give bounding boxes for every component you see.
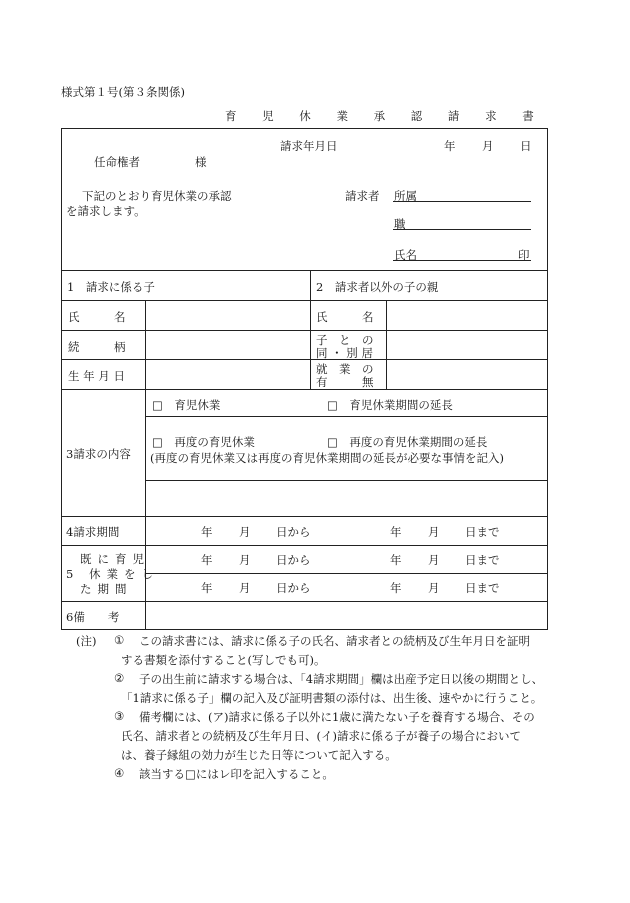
date-year: 年 — [444, 139, 456, 153]
past-1-from-year: 年 — [201, 553, 213, 567]
note-1-mark: ① — [114, 633, 125, 647]
form-number-label: 様式第１号(第３条関係) — [61, 85, 185, 99]
parent-name-label: 氏 名 — [316, 310, 374, 324]
note-3-line-c: は、養子縁組の効力が生じた日等について記入する。 — [121, 748, 397, 762]
requester-label: 請求者 — [345, 189, 380, 203]
employment-label-1: 就 業 の — [316, 362, 374, 376]
section-1-heading: 1 請求に係る子 — [67, 280, 155, 294]
note-2-line-b: 「1請求に係る子」欄の記入及び証明書類の添付は、出生後、速やかに行うこと。 — [121, 691, 543, 705]
past-leave-label-2: 5 休業をし — [66, 567, 159, 581]
period-to-day: 日まで — [465, 525, 500, 539]
note-1-line-b: する書類を添付すること(写しでも可)。 — [121, 653, 326, 667]
divider — [61, 300, 548, 301]
option-childcare-leave[interactable]: □ 育児休業 — [152, 398, 221, 412]
note-3-line-b: 氏名、請求者との続柄及び生年月日、(イ)請求に係る子が養子の場合において — [121, 729, 521, 743]
period-to-year: 年 — [390, 525, 402, 539]
note-4-line-a: 該当する□にはレ印を記入すること。 — [139, 767, 334, 781]
name-underline — [393, 260, 531, 261]
note-3-mark: ③ — [114, 709, 125, 723]
affiliation-underline — [393, 201, 531, 202]
past-2-from-year: 年 — [201, 581, 213, 595]
divider — [61, 270, 548, 271]
period-to-month: 月 — [428, 525, 440, 539]
seal-label: 印 — [518, 248, 530, 262]
divider — [145, 480, 548, 481]
request-text-line2: を請求します。 — [66, 204, 146, 218]
remarks-label: 6備 考 — [66, 610, 120, 624]
date-month: 月 — [482, 139, 494, 153]
notes-prefix: (注) — [76, 634, 97, 648]
repeat-reason-note: (再度の育児休業又は再度の育児休業期間の延長が必要な事情を記入) — [150, 451, 504, 465]
divider — [61, 516, 548, 517]
past-2-to-year: 年 — [390, 581, 402, 595]
period-from-year: 年 — [201, 525, 213, 539]
appointer-label: 任命権者 — [94, 155, 140, 169]
child-relation-label: 続 柄 — [68, 340, 126, 354]
option-repeat-extension[interactable]: □ 再度の育児休業期間の延長 — [327, 435, 488, 449]
divider — [61, 601, 548, 602]
child-birth-label: 生 年 月 日 — [68, 369, 125, 383]
divider — [310, 270, 311, 389]
past-1-from-month: 月 — [239, 553, 251, 567]
form-title: 育 児 休 業 承 認 請 求 書 — [225, 109, 545, 123]
past-leave-label-1: 既に育児 — [80, 552, 150, 566]
request-period-label: 4請求期間 — [66, 525, 120, 539]
affiliation-label: 所属 — [394, 189, 417, 203]
divider — [145, 573, 548, 574]
note-2-line-a: 子の出生前に請求する場合は、「4請求期間」欄は出産予定日以後の期間とし、 — [139, 672, 544, 686]
position-underline — [393, 229, 531, 230]
note-3-line-a: 備考欄には、(ア)請求に係る子以外に1歳に満たない子を養育する場合、その — [139, 710, 535, 724]
past-2-from-day: 日から — [276, 581, 311, 595]
divider — [61, 330, 548, 331]
date-day: 日 — [520, 139, 532, 153]
past-1-to-day: 日まで — [465, 553, 500, 567]
note-1-line-a: この請求書には、請求に係る子の氏名、請求者との続柄及び生年月日を証明 — [139, 634, 530, 648]
divider — [145, 416, 548, 417]
cohabitation-label-2: 同 ・ 別 居 — [316, 346, 373, 360]
employment-label-2: 有 無 — [316, 375, 374, 389]
past-1-to-month: 月 — [428, 553, 440, 567]
divider — [386, 300, 387, 389]
divider — [61, 359, 548, 360]
option-leave-extension[interactable]: □ 育児休業期間の延長 — [327, 398, 453, 412]
note-4-mark: ④ — [114, 766, 125, 780]
divider — [61, 545, 548, 546]
section-2-heading: 2 請求者以外の子の親 — [316, 280, 439, 294]
child-name-label: 氏 名 — [68, 310, 126, 324]
option-repeat-leave[interactable]: □ 再度の育児休業 — [152, 435, 255, 449]
past-leave-label-3: た期間 — [80, 582, 133, 596]
request-text-line1: 下記のとおり育児休業の承認 — [82, 189, 232, 203]
past-2-to-month: 月 — [428, 581, 440, 595]
sama-label: 様 — [195, 155, 207, 169]
position-label: 職 — [394, 217, 406, 231]
name-label: 氏名 — [394, 248, 417, 262]
request-date-label: 請求年月日 — [280, 139, 338, 153]
period-from-day: 日から — [276, 525, 311, 539]
past-2-from-month: 月 — [239, 581, 251, 595]
past-1-from-day: 日から — [276, 553, 311, 567]
past-2-to-day: 日まで — [465, 581, 500, 595]
period-from-month: 月 — [239, 525, 251, 539]
divider — [61, 389, 548, 390]
note-2-mark: ② — [114, 671, 125, 685]
request-content-label: 3請求の内容 — [66, 447, 131, 461]
cohabitation-label-1: 子 と の — [316, 333, 374, 347]
past-1-to-year: 年 — [390, 553, 402, 567]
